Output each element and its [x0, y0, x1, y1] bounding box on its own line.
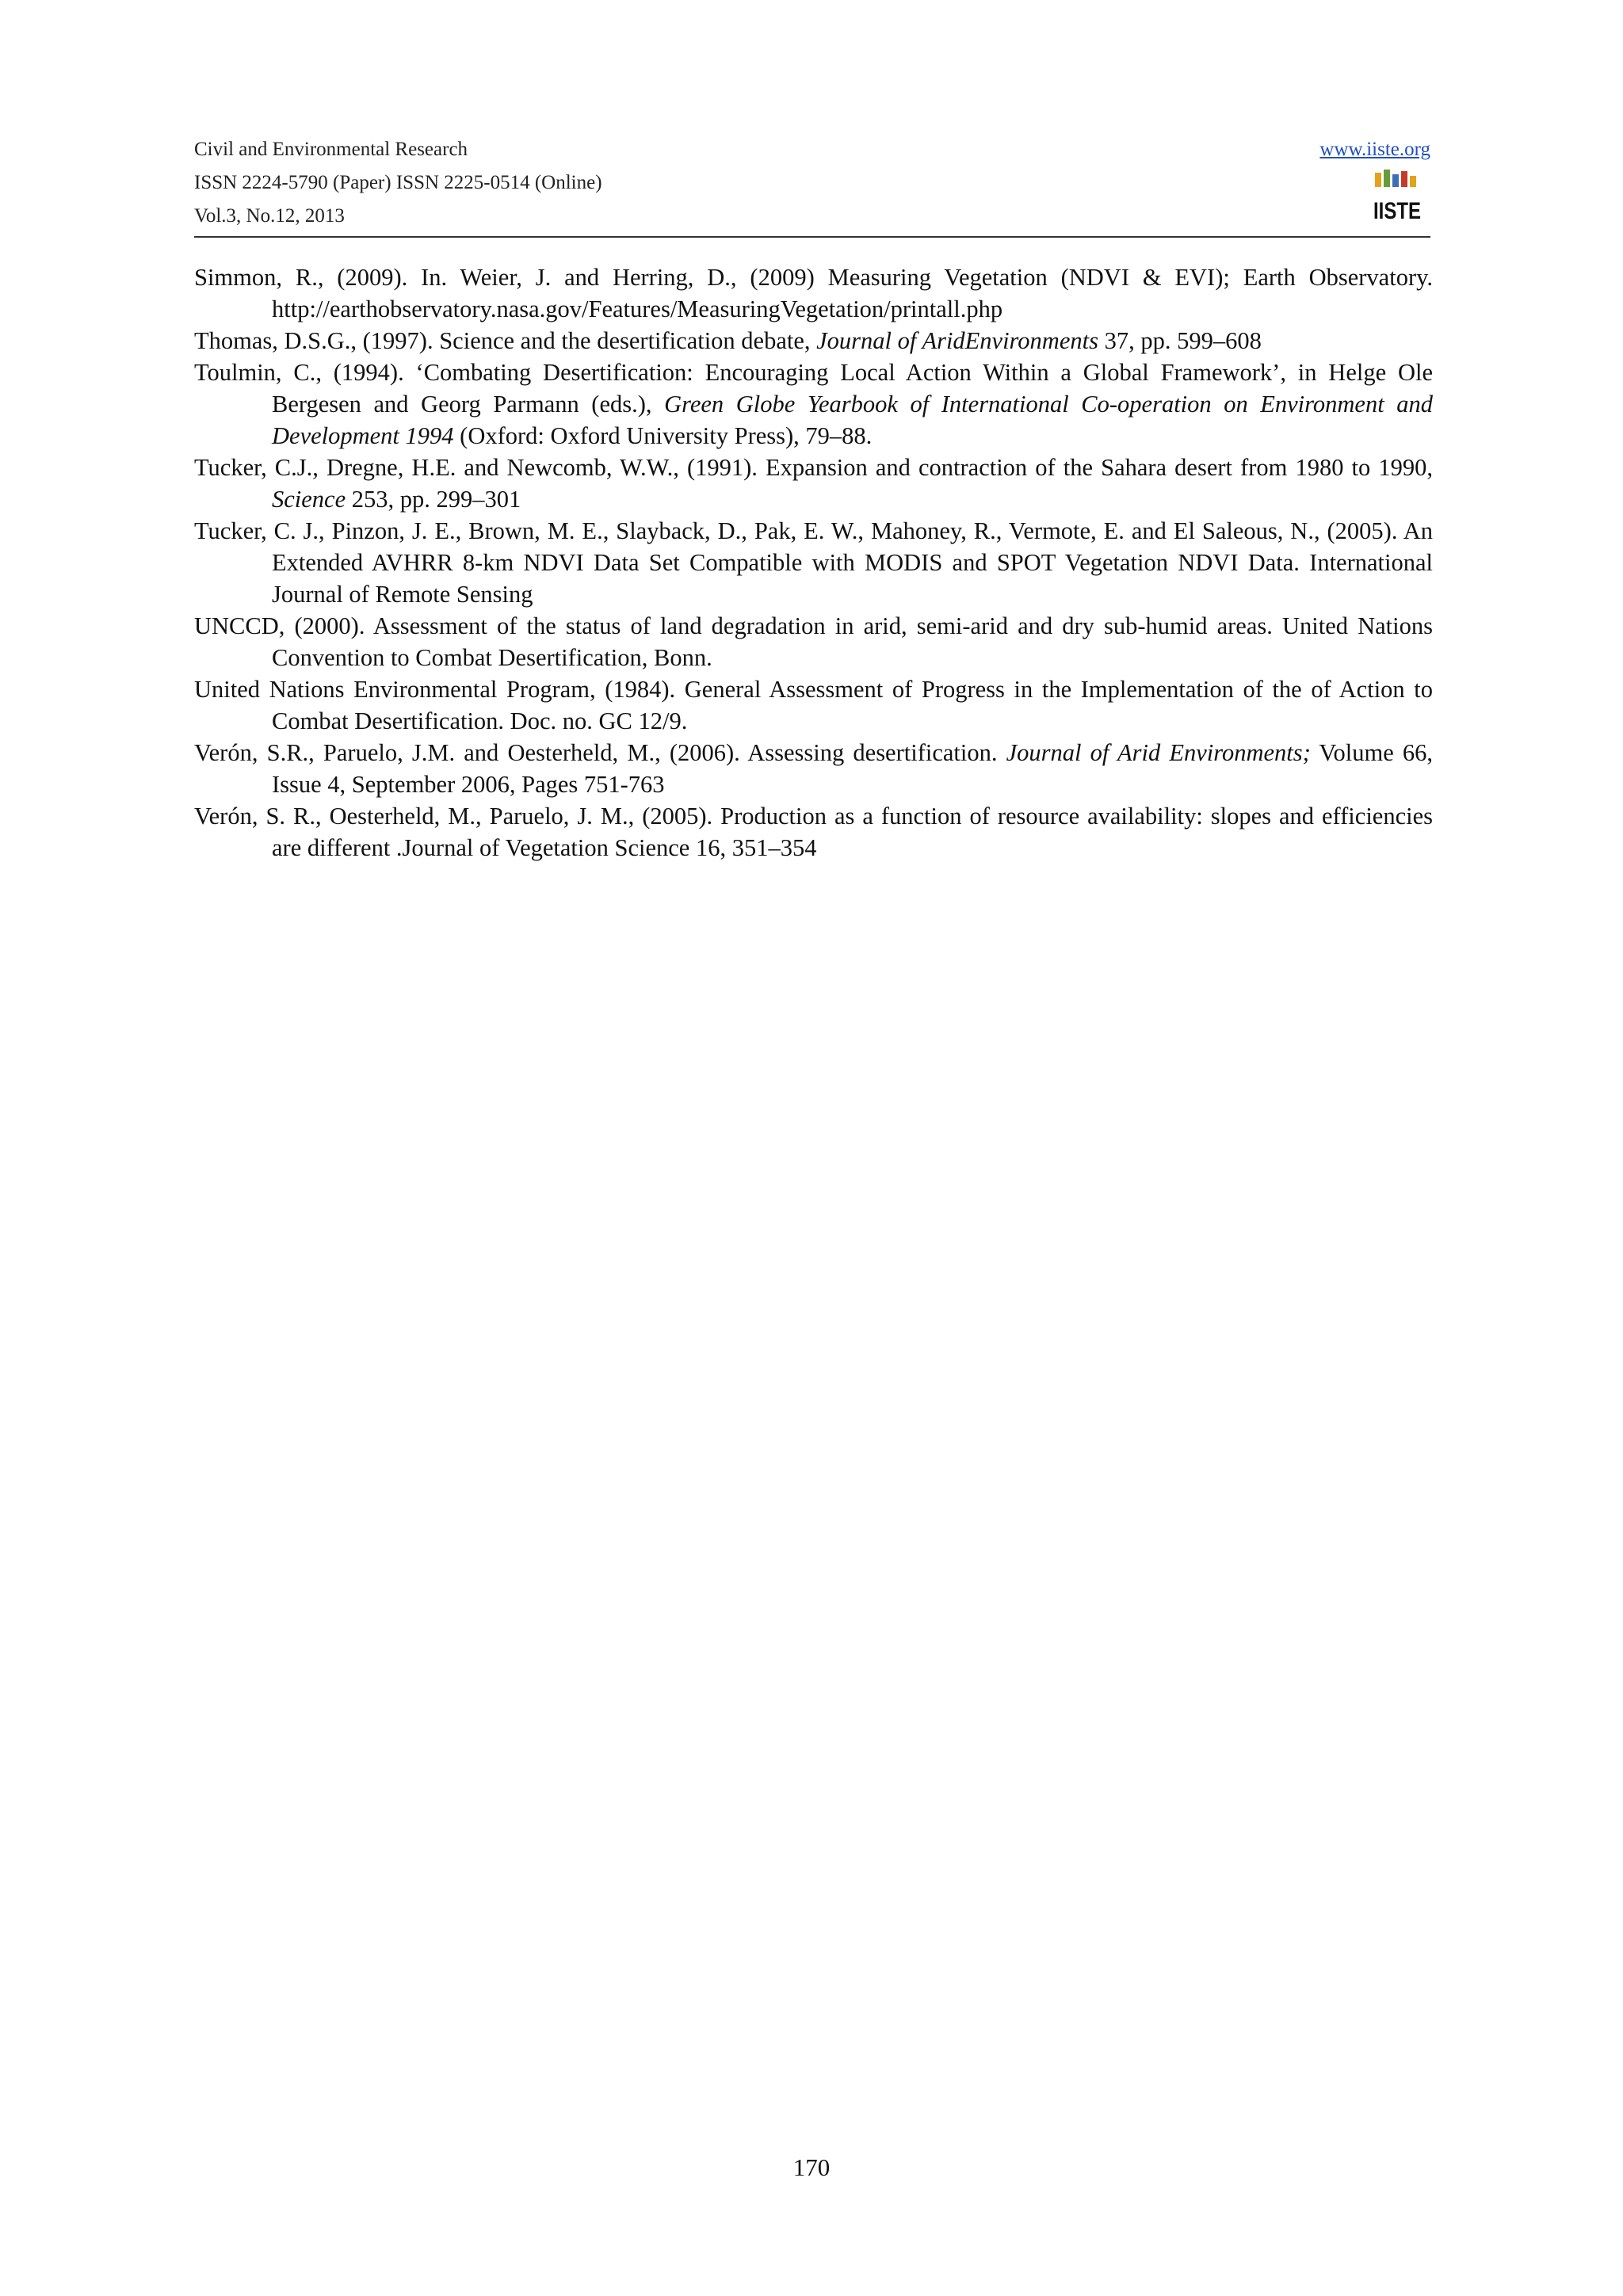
logo-bar-4	[1401, 171, 1407, 187]
header-divider	[194, 236, 1430, 238]
logo-wordmark: IISTE	[1373, 198, 1421, 224]
logo-bar-2	[1384, 170, 1390, 187]
reference-item: Verón, S.R., Paruelo, J.M. and Oesterheld, M., (2006). Assessing desertification. Journal of Arid Environments; Volume 66, Issue 4, September 2006, Pages 751-763	[194, 739, 1434, 798]
reference-item: Toulmin, C., (1994). ‘Combating Desertification: Encouraging Local Action Within a Global Framework’, in Helge Ole Bergesen and Georg Parmann (eds.), Green Globe Yearbook of International Co-operation on Environment and Development 1994 (Oxford: Oxford University Press), 79–88.	[194, 359, 1433, 449]
journal-title: Civil and Environmental Research	[194, 139, 468, 160]
iiste-logo	[1372, 168, 1423, 228]
journal-header	[194, 135, 1430, 238]
logo-bar-3	[1392, 174, 1399, 187]
journal-url-link[interactable]: www.iiste.org	[1319, 139, 1430, 160]
reference-item: United Nations Environmental Program, (1984). General Assessment of Progress in the Implementation of the of Action to Combat Desertification. Doc. no. GC 12/9.	[194, 676, 1433, 734]
reference-item: Thomas, D.S.G., (1997). Science and the desertification debate, Journal of AridEnvironments 37, pp. 599–608	[194, 327, 1262, 354]
reference-item: Tucker, C.J., Dregne, H.E. and Newcomb, W.W., (1991). Expansion and contraction of the Sahara desert from 1980 to 1990, Science 253, pp. 299–301	[194, 454, 1433, 513]
logo-bar-5	[1410, 176, 1416, 187]
journal-issn: ISSN 2224-5790 (Paper) ISSN 2225-0514 (Online)	[194, 172, 602, 193]
reference-item: Verón, S. R., Oesterheld, M., Paruelo, J. M., (2005). Production as a function of resource availability: slopes and efficiencies are different .Journal of Vegetation Science 16, 351–354	[194, 803, 1433, 861]
reference-list	[194, 261, 1433, 864]
reference-item: UNCCD, (2000). Assessment of the status of land degradation in arid, semi-arid and dry sub-humid areas. United Nations Convention to Combat Desertification, Bonn.	[194, 612, 1433, 671]
logo-bar-1	[1375, 173, 1381, 187]
journal-volume: Vol.3, No.12, 2013	[194, 205, 345, 227]
reference-item: Simmon, R., (2009). In. Weier, J. and Herring, D., (2009) Measuring Vegetation (NDVI & EVI); Earth Observatory. http://earthobservatory.nasa.gov/Features/MeasuringVegetation/printall.php	[194, 264, 1433, 322]
reference-item: Tucker, C. J., Pinzon, J. E., Brown, M. E., Slayback, D., Pak, E. W., Mahoney, R., Vermote, E. and El Saleous, N., (2005). An Extended AVHRR 8-km NDVI Data Set Compatible with MODIS and SPOT Vegetation NDVI Data. International Journal of Remote Sensing	[194, 517, 1433, 608]
page-number: 170	[792, 2153, 831, 2181]
